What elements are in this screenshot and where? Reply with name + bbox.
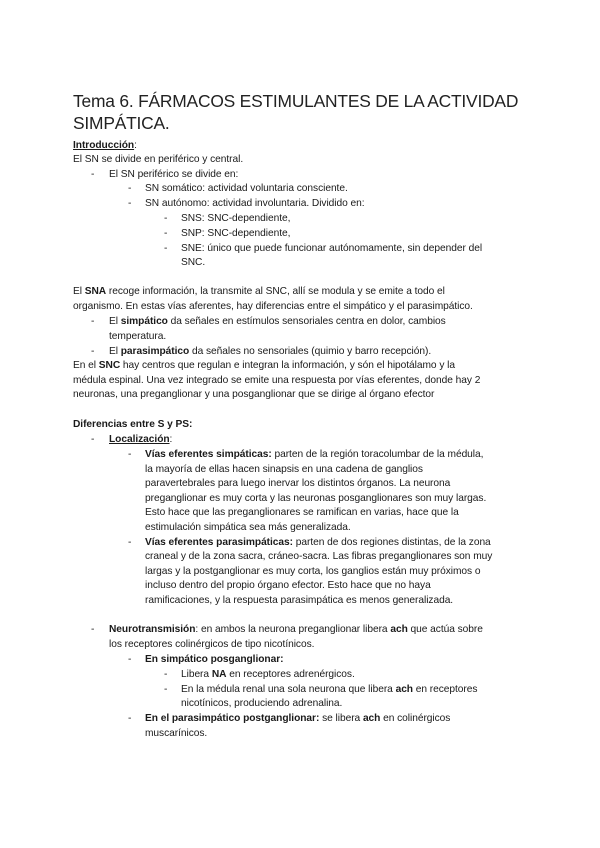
bullet-dash: - xyxy=(128,654,132,665)
neurotransmision-line-cont: los receptores colinérgicos de tipo nicotínicos. xyxy=(109,639,315,650)
ach-bold: ach xyxy=(390,624,408,635)
parasimpatico-postganglionar-line-cont: muscarínicos. xyxy=(145,728,208,739)
text-span: hay centros que regulan e integran la información, y són el hipotálamo y la xyxy=(120,360,455,371)
bullet-dash: - xyxy=(128,183,132,194)
text-span: en colinérgicos xyxy=(380,713,451,724)
intro-heading-colon: : xyxy=(134,140,137,151)
na-line xyxy=(181,668,355,681)
sns-line: SNS: SNC-dependiente, xyxy=(181,213,291,224)
bullet-dash: - xyxy=(128,713,132,724)
bullet-dash: - xyxy=(128,449,132,460)
text-span: Libera xyxy=(181,669,212,680)
vias-simpaticas-line xyxy=(145,448,483,461)
bullet-dash: - xyxy=(128,198,132,209)
vias-simpaticas-bold: Vías eferentes simpáticas: xyxy=(145,449,272,460)
diff-heading-text: Diferencias entre S y PS: xyxy=(73,419,193,430)
vias-simpaticas-line: estimulación simpática sea más generalizada. xyxy=(145,522,351,533)
localizacion-label: Localización xyxy=(109,434,170,445)
localizacion-line xyxy=(109,433,172,446)
vias-parasimpaticas-line xyxy=(145,536,491,549)
simpatico-posganglionar-bold: En simpático posganglionar: xyxy=(145,654,284,665)
sne-line-cont: SNC. xyxy=(181,257,206,268)
simpatico-bold: simpático xyxy=(120,316,168,327)
text-span: El xyxy=(109,346,121,357)
vias-parasimpaticas-line: incluso dentro del propio órgano efector. Esto hace que no haya xyxy=(145,580,431,591)
ach-bold: ach xyxy=(395,684,413,695)
text-span: en receptores adrenérgicos. xyxy=(226,669,355,680)
page-title: Tema 6. FÁRMACOS ESTIMULANTES DE LA ACTIVIDAD SIMPÁTICA. xyxy=(73,91,519,133)
bullet-dash: - xyxy=(128,537,132,548)
text-span: El xyxy=(109,316,121,327)
vias-parasimpaticas-bold: Vías eferentes parasimpáticas: xyxy=(145,537,293,548)
vias-simpaticas-line: Esto hace que las preganglionares se ramifican en varias, hace que la xyxy=(145,507,459,518)
sna-bold: SNA xyxy=(84,286,107,297)
text-span: parten de dos regiones distintas, de la zona xyxy=(293,537,491,548)
snc-line xyxy=(73,359,455,372)
bullet-dash: - xyxy=(164,669,168,680)
bullet-dash: - xyxy=(91,346,95,357)
text-span: da señales en estímulos sensoriales centra en dolor, cambios xyxy=(167,316,446,327)
na-bold: NA xyxy=(211,669,227,680)
somatico-line: SN somático: actividad voluntaria consciente. xyxy=(145,183,348,194)
text-span: El xyxy=(73,286,85,297)
bullet-dash: - xyxy=(164,243,168,254)
vias-parasimpaticas-line: ramificaciones, y la respuesta parasimpática es menos generalizada. xyxy=(145,595,454,606)
sna-paragraph-line xyxy=(73,285,445,298)
text-span: : xyxy=(169,434,173,445)
parasimpatico-line xyxy=(109,345,431,358)
bullet-dash: - xyxy=(91,169,95,180)
simpatico-line-cont: temperatura. xyxy=(109,331,167,342)
medula-renal-line xyxy=(181,683,477,696)
medula-renal-line-cont: nicotínicos, produciendo adrenalina. xyxy=(181,698,343,709)
parasimpatico-postganglionar-bold: En el parasimpático postganglionar: xyxy=(145,713,320,724)
text-span: recoge información, la transmite al SNC, allí se modula y se emite a todo el xyxy=(106,286,445,297)
bullet-dash: - xyxy=(164,684,168,695)
intro-line: El SN se divide en periférico y central. xyxy=(73,154,244,165)
sne-line: SNE: único que puede funcionar autónomamente, sin depender del xyxy=(181,243,483,254)
bullet-dash: - xyxy=(164,228,168,239)
text-span: da señales no sensoriales (quimio y barro recepción). xyxy=(189,346,432,357)
bullet-dash: - xyxy=(91,434,95,445)
snp-line: SNP: SNC-dependiente, xyxy=(181,228,291,239)
neurotransmision-bold: Neurotransmisión xyxy=(109,624,196,635)
simpatico-line xyxy=(109,315,446,328)
neurotransmision-line xyxy=(109,623,483,636)
vias-parasimpaticas-line: craneal y de la zona sacra, cráneo-sacra. Las fibras preganglionares son muy xyxy=(145,551,493,562)
snc-bold: SNC xyxy=(98,360,121,371)
intro-heading xyxy=(73,139,137,152)
snc-line-3: neuronas, una preganglionar y una posganglionar que se dirige al órgano efector xyxy=(73,389,435,400)
sna-paragraph-line: organismo. En estas vías aferentes, hay diferencias entre el simpático y el parasimpático. xyxy=(73,301,473,312)
text-span: En la médula renal una sola neurona que libera xyxy=(181,684,396,695)
text-span: : en ambos la neurona preganglionar libera xyxy=(195,624,391,635)
vias-simpaticas-line: preganglionar es muy corta y las neuronas posganglionares son muy largas. xyxy=(145,493,487,504)
bullet-dash: - xyxy=(91,316,95,327)
text-span: En el xyxy=(73,360,99,371)
bullet-dash: - xyxy=(164,213,168,224)
vias-simpaticas-line: la mayoría de ellas hacen sinapsis en una cadena de ganglios xyxy=(145,464,423,475)
vias-parasimpaticas-line: largas y la postganglionar es muy corta, los ganglios están muy próximos o xyxy=(145,566,481,577)
diff-heading xyxy=(73,418,192,431)
parasimpatico-postganglionar-line xyxy=(145,712,450,725)
intro-heading-label: Introducción xyxy=(73,140,135,151)
text-span: en receptores xyxy=(412,684,478,695)
periferico-line: El SN periférico se divide en: xyxy=(109,169,239,180)
text-span: parten de la región toracolumbar de la médula, xyxy=(271,449,484,460)
text-span: que actúa sobre xyxy=(407,624,483,635)
parasimpatico-bold: parasimpático xyxy=(120,346,190,357)
snc-line-2: médula espinal. Una vez integrado se emite una respuesta por vías eferentes, donde hay 2 xyxy=(73,375,481,386)
ach-bold: ach xyxy=(362,713,381,724)
autonomo-line: SN autónomo: actividad involuntaria. Dividido en: xyxy=(145,198,365,209)
text-span: se libera xyxy=(319,713,363,724)
vias-simpaticas-line: paravertebrales para luego inervar los distintos órganos. La neurona xyxy=(145,478,451,489)
bullet-dash: - xyxy=(91,624,95,635)
simpatico-posganglionar-line xyxy=(145,653,283,666)
